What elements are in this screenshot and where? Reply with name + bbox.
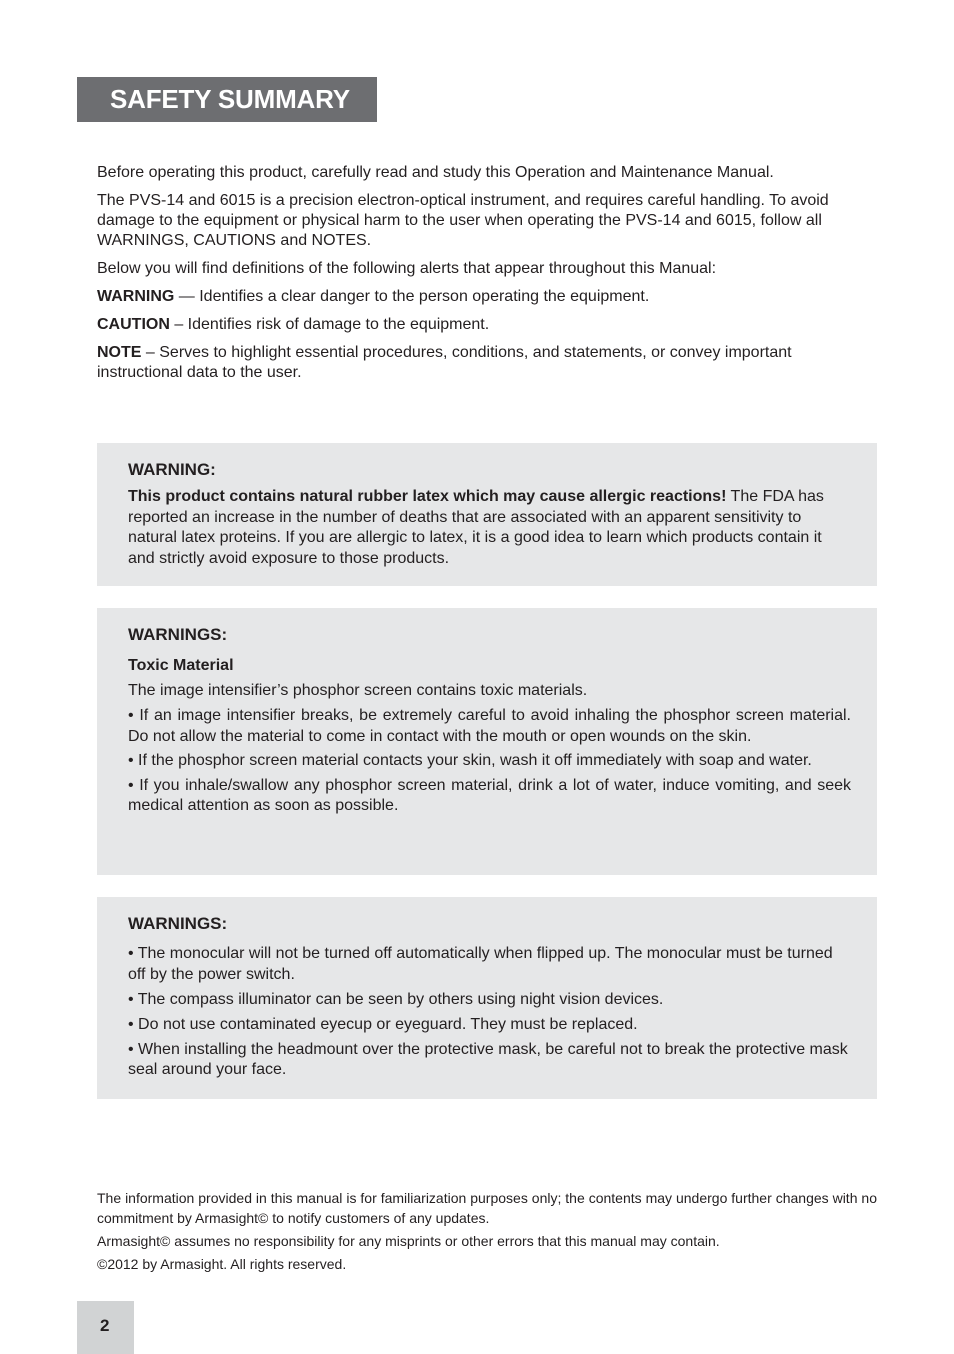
warning-heading: WARNING: [128,460,216,479]
definition-term: NOTE [97,344,142,361]
definition-term: WARNING [97,288,175,305]
list-item: • If an image intensifier breaks, be extremely careful to avoid inhaling the phosphor screen material. Do not allow the material to come in contact with the mouth or open wounds on the skin. [128,707,851,745]
intro-paragraph: The PVS-14 and 6015 is a precision electron-optical instrument, and requires careful handling. To avoid damage to the equipment or physical harm to the user when operating the PVS-14 and 6015, follow all WARNINGS, CAUTIONS and NOTES. [97,192,829,249]
list-item: • When installing the headmount over the protective mask, be careful not to break the protective mask seal around your face. [128,1040,848,1078]
definition-text: – Identifies risk of damage to the equipment. [169,316,490,333]
toxic-material-warning-box [97,608,877,875]
page-number: 2 [100,1316,110,1335]
warning-body-text: The FDA has reported an increase in the number of deaths that are associated with an apparent sensitivity to natural latex proteins. If you are allergic to latex, it is a good idea to learn which products contain it and strictly avoid exposure to those products. [128,488,824,567]
list-item: • If you inhale/swallow any phosphor screen material, drink a lot of water, induce vomiting, and seek medical attention as soon as possible. [128,776,851,814]
list-item: • The compass illuminator can be seen by others using night vision devices. [128,990,664,1008]
definition-text: – Serves to highlight essential procedures, conditions, and statements, or convey important instructional data to the user. [97,344,792,381]
warning-bold-text: This product contains natural rubber latex which may cause allergic reactions! [128,488,727,505]
definition-warning [97,287,877,307]
definition-term: CAUTION [97,316,170,333]
intro-paragraph: Before operating this product, carefully read and study this Operation and Maintenance Manual. [97,164,774,181]
warning-subheading: Toxic Material [128,657,234,674]
latex-warning-box [97,443,877,586]
warning-heading: WARNINGS: [128,914,228,933]
list-item: • Do not use contaminated eyecup or eyeguard. They must be replaced. [128,1015,638,1033]
section-title-bar [77,77,377,122]
page-title: SAFETY SUMMARY [110,84,350,114]
list-item: • If the phosphor screen material contacts your skin, wash it off immediately with soap and water. [128,752,812,769]
list-item: • The monocular will not be turned off automatically when flipped up. The monocular must be turned off by the power switch. [128,945,833,983]
intro-paragraph: Below you will find definitions of the following alerts that appear throughout this Manual: [97,260,717,277]
page-number-box [77,1301,134,1354]
warning-text [128,487,851,569]
definition-text: — Identifies a clear danger to the person operating the equipment. [174,288,650,305]
definition-note [97,343,877,383]
footer-disclaimer [97,1188,877,1277]
intro-section [97,163,877,391]
warning-heading: WARNINGS: [128,625,228,644]
footer-paragraph: Armasight© assumes no responsibility for any misprints or other errors that this manual may contain. [97,1233,720,1249]
copyright-notice: ©2012 by Armasight. All rights reserved. [97,1256,347,1272]
definition-caution [97,315,877,335]
footer-paragraph: The information provided in this manual is for familiarization purposes only; the contents may undergo further changes with no commitment by Armasight© to notify customers of any updates. [97,1190,877,1226]
general-warnings-box [97,897,877,1099]
warning-intro: The image intensifier’s phosphor screen contains toxic materials. [128,681,588,699]
